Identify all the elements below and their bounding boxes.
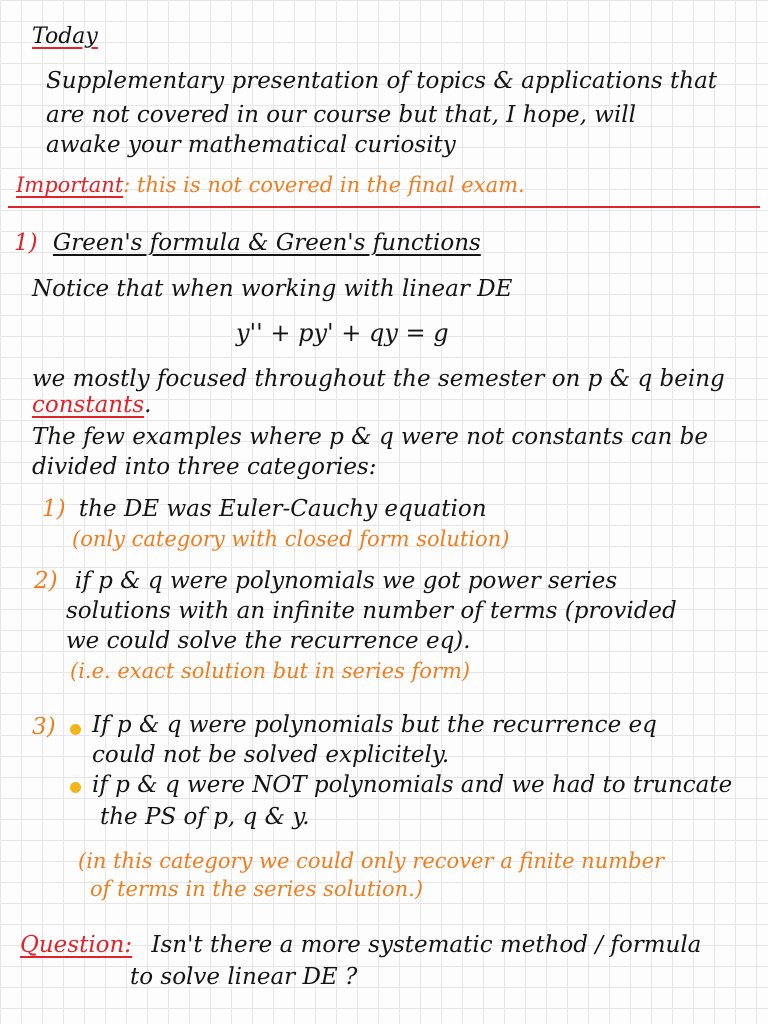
category-3-bullet-1-line-2: could not be solved explicitely. (92, 742, 450, 768)
section-heading (14, 228, 481, 258)
few-examples-line-1: The few examples where p & q were not constants can be (32, 424, 708, 450)
section-number: 1) (14, 230, 38, 256)
intro-line-1: Supplementary presentation of topics & applications that (46, 68, 718, 94)
category-3-number: 3) (32, 714, 56, 740)
few-examples-line-2: divided into three categories: (32, 454, 377, 480)
category-2-line-3: we could solve the recurrence eq). (66, 628, 471, 654)
category-3-note-line-2: of terms in the series solution.) (90, 877, 424, 901)
heading-text: Today (32, 24, 98, 49)
category-3-bullet-2-line-2: the PS of p, q & y. (100, 804, 310, 830)
category-2-line-2: solutions with an infinite number of terms (provided (66, 598, 677, 624)
category-1-number: 1) (42, 496, 66, 522)
category-3-note-line-1: (in this category we could only recover a finite number (78, 849, 665, 873)
focused-period: . (144, 392, 152, 418)
question-line-2: to solve linear DE ? (130, 964, 358, 990)
page-title (32, 22, 98, 52)
bullet-dot-2 (70, 782, 81, 793)
category-2-note: (i.e. exact solution but in series form) (70, 659, 471, 683)
intro-line-3: awake your mathematical curiosity (46, 132, 456, 158)
constants-word: constants (32, 392, 145, 418)
focused-line-2 (32, 390, 151, 420)
category-2-text-1: if p & q were polynomials we got power series (74, 568, 618, 594)
category-3-bullet-2-line-1: if p & q were NOT polynomials and we had to truncate (92, 772, 733, 798)
category-2-line-1 (34, 566, 617, 596)
bullet-dot-1 (70, 724, 81, 735)
section-title: Green's formula & Green's functions (52, 230, 481, 256)
category-1-note: (only category with closed form solution) (72, 527, 510, 551)
important-note (16, 170, 525, 200)
section-divider (8, 206, 760, 208)
category-2-number: 2) (34, 568, 58, 594)
question-line-1 (20, 930, 701, 960)
question-label: Question: (20, 932, 133, 958)
category-3-bullet-1-line-1: If p & q were polynomials but the recurrence eq (92, 712, 657, 738)
intro-line-2: are not covered in our course but that, I hope, will (46, 102, 637, 128)
important-text: : this is not covered in the final exam. (123, 173, 525, 197)
question-text-1: Isn't there a more systematic method / formula (151, 932, 702, 958)
important-label: Important (16, 173, 124, 197)
category-1 (42, 494, 487, 524)
focused-line-1: we mostly focused throughout the semester on p & q being (32, 366, 725, 392)
differential-equation: y'' + py' + qy = g (236, 319, 449, 347)
category-1-text: the DE was Euler-Cauchy equation (78, 496, 487, 522)
notice-text: Notice that when working with linear DE (32, 276, 513, 302)
